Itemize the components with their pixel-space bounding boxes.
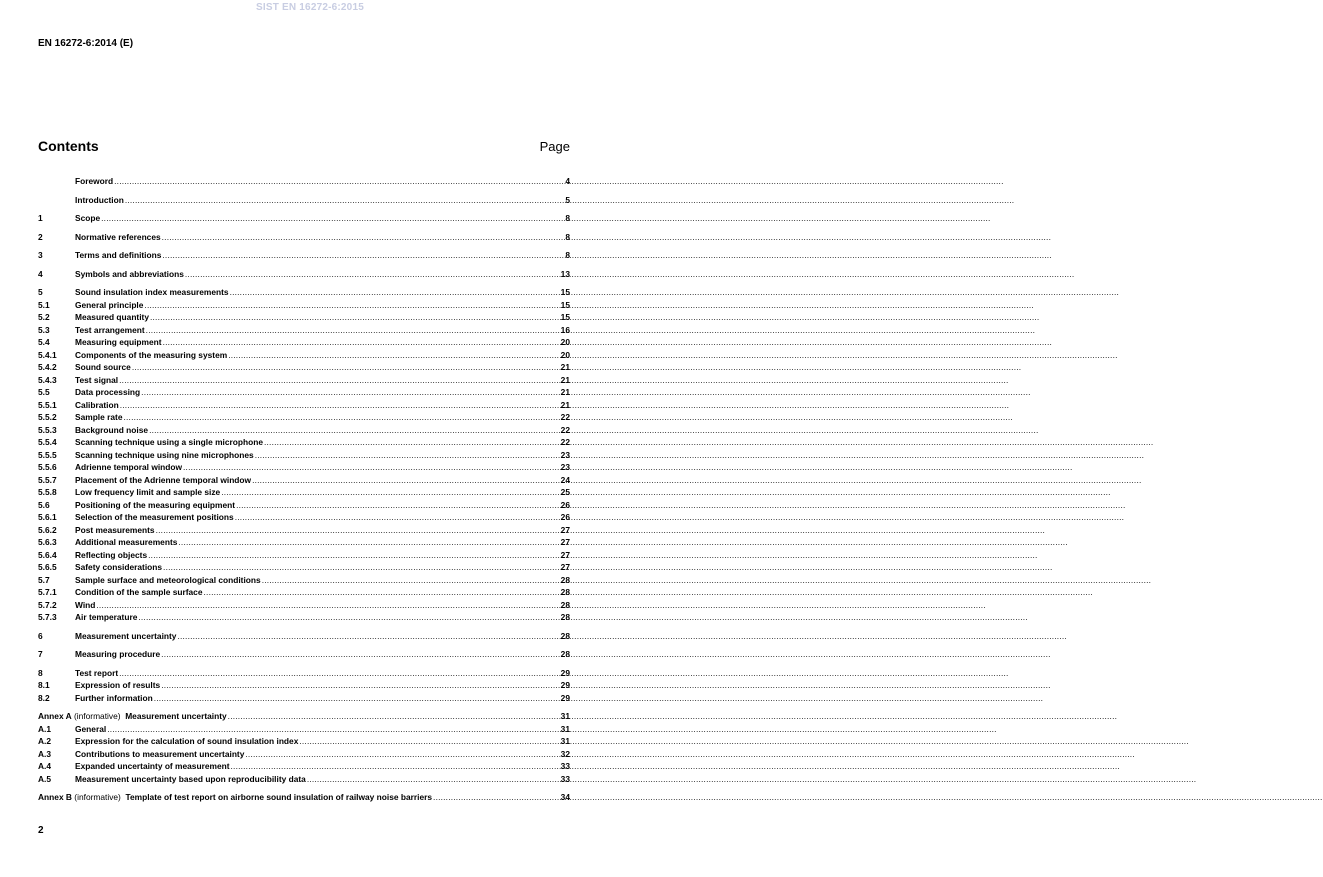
toc-entry-title: Adrienne temporal window bbox=[75, 462, 183, 472]
dot-leader bbox=[138, 612, 559, 622]
toc-entry-page: 29 bbox=[560, 667, 570, 678]
toc-entry-number: 5.6.1 bbox=[38, 512, 57, 522]
toc-entry-number: 3 bbox=[38, 250, 43, 260]
toc-entry[interactable] bbox=[38, 269, 570, 282]
toc-entry-title bbox=[38, 792, 432, 802]
dot-leader bbox=[231, 761, 560, 771]
toc-entry[interactable] bbox=[38, 437, 570, 450]
toc-entry[interactable] bbox=[38, 325, 570, 338]
toc-entry-title: Background noise bbox=[75, 424, 149, 435]
toc-entry-number: 8.1 bbox=[38, 680, 50, 690]
toc-entry-page: 22 bbox=[560, 424, 570, 435]
dot-leader bbox=[163, 562, 560, 572]
toc-entry-title: Data processing bbox=[75, 387, 141, 397]
dot-leader bbox=[162, 232, 565, 242]
toc-entry[interactable] bbox=[38, 462, 570, 475]
toc-entry[interactable] bbox=[38, 425, 570, 438]
toc-entry-page: 34 bbox=[560, 792, 570, 802]
toc-entry[interactable] bbox=[38, 736, 570, 749]
toc-entry[interactable] bbox=[38, 213, 570, 226]
toc-entry-number: 7 bbox=[38, 649, 43, 659]
page-column-label: Page bbox=[539, 139, 570, 154]
dot-leader bbox=[161, 649, 560, 659]
dot-leader bbox=[120, 400, 560, 410]
dot-leader bbox=[299, 736, 559, 746]
page-number: 2 bbox=[38, 825, 44, 836]
toc-entry-title: Measured quantity bbox=[75, 312, 149, 322]
dot-leader bbox=[178, 537, 559, 547]
toc-entry[interactable] bbox=[38, 680, 570, 693]
toc-entry-number: 5.4.1 bbox=[38, 349, 57, 360]
toc-entry-title: Condition of the sample surface bbox=[75, 587, 203, 597]
toc-entry-title: Scanning technique using nine microphones bbox=[75, 449, 254, 460]
annex-title: Measurement uncertainty bbox=[125, 711, 227, 721]
dot-leader bbox=[255, 450, 560, 460]
toc-entry-page: 15 bbox=[560, 299, 570, 310]
toc-entry-title: Test report bbox=[75, 667, 119, 678]
dot-leader bbox=[114, 176, 564, 186]
toc-entry-page: 5 bbox=[565, 194, 570, 205]
dot-leader bbox=[144, 300, 559, 310]
toc-entry-title: Sample rate bbox=[75, 412, 123, 422]
toc-entry[interactable] bbox=[38, 375, 570, 388]
toc-entry[interactable] bbox=[38, 337, 570, 350]
toc-entry[interactable] bbox=[38, 550, 570, 563]
toc-entry-page: 28 bbox=[560, 587, 570, 597]
toc-entry-page: 13 bbox=[560, 268, 570, 279]
toc-entry-page: 27 bbox=[560, 549, 570, 560]
toc-entry-number: 5.5.1 bbox=[38, 399, 57, 410]
toc-entry[interactable] bbox=[38, 668, 570, 681]
toc-entry-page: 21 bbox=[560, 399, 570, 410]
toc-entry-page: 28 bbox=[560, 649, 570, 659]
dot-leader bbox=[230, 287, 560, 297]
toc-entry[interactable] bbox=[38, 250, 570, 263]
toc-entry[interactable] bbox=[38, 525, 570, 538]
toc-entry[interactable] bbox=[38, 512, 570, 525]
toc-entry-title: Introduction bbox=[75, 194, 124, 205]
toc-entry-page: 28 bbox=[560, 612, 570, 622]
dot-leader bbox=[146, 325, 560, 335]
toc-entry-number: 8.2 bbox=[38, 692, 50, 703]
toc-entry-page: 26 bbox=[560, 499, 570, 510]
toc-entry-page: 20 bbox=[560, 337, 570, 347]
dot-leader bbox=[252, 475, 560, 485]
dot-leader bbox=[161, 680, 559, 690]
toc-entry-page: 8 bbox=[565, 231, 570, 242]
toc-entry-page: 23 bbox=[560, 462, 570, 472]
contents-heading: Contents bbox=[38, 138, 99, 154]
dot-leader bbox=[101, 213, 564, 223]
toc-entry[interactable] bbox=[38, 711, 570, 724]
toc-entry-title: Expression for the calculation of sound insulation index bbox=[75, 736, 299, 746]
toc-entry[interactable] bbox=[38, 600, 570, 613]
toc-entry-page: 15 bbox=[560, 287, 570, 297]
dot-leader bbox=[150, 312, 560, 322]
toc-entry-number: 5.5 bbox=[38, 387, 50, 397]
toc-entry-number: 5.1 bbox=[38, 299, 50, 310]
toc-entry-page: 28 bbox=[560, 599, 570, 610]
toc-entry[interactable] bbox=[38, 487, 570, 500]
toc-entry[interactable] bbox=[38, 412, 570, 425]
dot-leader bbox=[125, 195, 564, 205]
toc-entry-title: Measuring procedure bbox=[75, 649, 161, 659]
toc-entry-number: A.4 bbox=[38, 761, 52, 771]
toc-entry-title: Sound insulation index measurements bbox=[75, 287, 229, 297]
dot-leader bbox=[163, 337, 560, 347]
toc-entry-number: 2 bbox=[38, 231, 43, 242]
toc-entry[interactable] bbox=[38, 587, 570, 600]
dot-leader bbox=[132, 362, 560, 372]
toc-entry-title: General bbox=[75, 723, 107, 734]
dot-leader bbox=[141, 387, 560, 397]
toc-entry[interactable] bbox=[38, 792, 570, 805]
toc-entry-number: A.1 bbox=[38, 723, 52, 734]
toc-entry-number: A.2 bbox=[38, 736, 52, 746]
toc-entry[interactable] bbox=[38, 195, 570, 208]
toc-entry-page: 21 bbox=[560, 362, 570, 372]
toc-entry[interactable] bbox=[38, 450, 570, 463]
dot-leader bbox=[107, 724, 559, 734]
toc-entry-number: 5.2 bbox=[38, 312, 50, 322]
toc-entry[interactable] bbox=[38, 300, 570, 313]
toc-entry-title: Contributions to measurement uncertainty bbox=[75, 748, 245, 759]
toc-entry-page: 4 bbox=[565, 176, 570, 186]
toc-entry-title: Expanded uncertainty of measurement bbox=[75, 761, 230, 771]
toc-entry[interactable] bbox=[38, 176, 570, 189]
dot-leader bbox=[307, 774, 560, 784]
toc-entry-number: 5.6.5 bbox=[38, 562, 57, 572]
toc-entry-page: 33 bbox=[560, 761, 570, 771]
toc-entry[interactable] bbox=[38, 562, 570, 575]
toc-entry-number: 5.4 bbox=[38, 337, 50, 347]
toc-entry-title: Measurement uncertainty based upon reproducibility data bbox=[75, 773, 306, 784]
toc-entry-title: Safety considerations bbox=[75, 562, 163, 572]
toc-entry-title: Test arrangement bbox=[75, 324, 145, 335]
dot-leader bbox=[123, 412, 559, 422]
toc-entry-title: Test signal bbox=[75, 374, 119, 385]
toc-entry[interactable] bbox=[38, 387, 570, 400]
toc-entry-number: 5.5.2 bbox=[38, 412, 57, 422]
toc-entry-number: 5.4.2 bbox=[38, 362, 57, 372]
toc-entry-title: Air temperature bbox=[75, 612, 138, 622]
toc-entry[interactable] bbox=[38, 649, 570, 662]
toc-entry-page: 27 bbox=[560, 537, 570, 547]
toc-entry-title bbox=[38, 711, 227, 721]
toc-entry-number: 5.5.4 bbox=[38, 437, 57, 447]
toc-entry[interactable] bbox=[38, 362, 570, 375]
toc-entry-page: 8 bbox=[565, 250, 570, 260]
toc-entry-number: 5 bbox=[38, 287, 43, 297]
toc-entry-number: 5.6 bbox=[38, 499, 50, 510]
dot-leader bbox=[235, 512, 560, 522]
toc-entry-page: 27 bbox=[560, 562, 570, 572]
toc-entry-page: 22 bbox=[560, 437, 570, 447]
toc-entry-page: 21 bbox=[560, 374, 570, 385]
toc-entry[interactable] bbox=[38, 287, 570, 300]
toc-entry-number: 5.5.6 bbox=[38, 462, 57, 472]
dot-leader bbox=[156, 525, 560, 535]
toc-entry-number: 6 bbox=[38, 630, 43, 641]
toc-entry-page: 31 bbox=[560, 711, 570, 721]
toc-entry-page: 29 bbox=[560, 692, 570, 703]
annex-label: Annex B bbox=[38, 792, 72, 802]
toc-entry-title: Foreword bbox=[75, 176, 114, 186]
toc-entry-page: 24 bbox=[560, 474, 570, 485]
toc-entry-number: A.5 bbox=[38, 773, 52, 784]
dot-leader bbox=[236, 500, 560, 510]
toc-entry-page: 28 bbox=[560, 574, 570, 585]
toc-entry-title: Normative references bbox=[75, 231, 161, 242]
dot-leader bbox=[154, 693, 560, 703]
toc-entry-page: 8 bbox=[565, 213, 570, 223]
toc-entry-number: 1 bbox=[38, 213, 43, 223]
toc-entry-page: 29 bbox=[560, 680, 570, 690]
toc-entry-number: 5.6.3 bbox=[38, 537, 57, 547]
toc-entry-number: 5.7 bbox=[38, 574, 50, 585]
dot-leader bbox=[204, 587, 560, 597]
toc-entry-title: Sample surface and meteorological conditions bbox=[75, 574, 261, 585]
toc-entry-title: Calibration bbox=[75, 399, 119, 410]
toc-entry-number: 8 bbox=[38, 667, 43, 678]
dot-leader bbox=[221, 487, 559, 497]
toc-entry-page: 33 bbox=[560, 773, 570, 784]
dot-leader bbox=[119, 668, 560, 678]
toc-entry-page: 16 bbox=[560, 324, 570, 335]
toc-entry[interactable] bbox=[38, 631, 570, 644]
toc-entry-number: 5.5.7 bbox=[38, 474, 57, 485]
dot-leader bbox=[185, 269, 560, 279]
toc-entry-page: 22 bbox=[560, 412, 570, 422]
toc-entry[interactable] bbox=[38, 475, 570, 488]
toc-entry-page: 31 bbox=[560, 736, 570, 746]
dot-leader bbox=[245, 749, 559, 759]
toc-entry-title: Symbols and abbreviations bbox=[75, 268, 184, 279]
dot-leader bbox=[177, 631, 559, 641]
dot-leader bbox=[264, 437, 560, 447]
toc-entry[interactable] bbox=[38, 312, 570, 325]
toc-entry-title: Components of the measuring system bbox=[75, 349, 228, 360]
toc-entry[interactable] bbox=[38, 575, 570, 588]
toc-entry-page: 21 bbox=[560, 387, 570, 397]
dot-leader bbox=[149, 425, 560, 435]
toc-entry[interactable] bbox=[38, 232, 570, 245]
toc-entry-title: Terms and definitions bbox=[75, 250, 162, 260]
toc-entry-title: Reflecting objects bbox=[75, 549, 148, 560]
toc-entry-number: 5.5.3 bbox=[38, 424, 57, 435]
table-of-contents bbox=[38, 176, 570, 805]
toc-entry-number: 5.6.4 bbox=[38, 549, 57, 560]
toc-entry-title: Placement of the Adrienne temporal window bbox=[75, 474, 252, 485]
toc-entry-title: Wind bbox=[75, 599, 96, 610]
toc-entry-title: Positioning of the measuring equipment bbox=[75, 499, 236, 510]
toc-entry[interactable] bbox=[38, 693, 570, 706]
toc-entry-title: Further information bbox=[75, 692, 153, 703]
watermark: SIST EN 16272-6:2015 bbox=[256, 2, 364, 13]
annex-note: (informative) bbox=[71, 711, 126, 721]
toc-entry-number: 5.5.8 bbox=[38, 487, 57, 497]
toc-entry-page: 26 bbox=[560, 512, 570, 522]
toc-entry-page: 25 bbox=[560, 487, 570, 497]
dot-leader bbox=[262, 575, 560, 585]
toc-entry[interactable] bbox=[38, 400, 570, 413]
toc-entry[interactable] bbox=[38, 537, 570, 550]
toc-entry-title: Selection of the measurement positions bbox=[75, 512, 234, 522]
toc-entry-number: A.3 bbox=[38, 748, 52, 759]
toc-entry-number: 5.3 bbox=[38, 324, 50, 335]
document-id: EN 16272-6:2014 (E) bbox=[38, 38, 134, 49]
dot-leader bbox=[96, 600, 559, 610]
toc-entry-page: 31 bbox=[560, 723, 570, 734]
dot-leader bbox=[148, 550, 560, 560]
toc-entry-page: 32 bbox=[560, 748, 570, 759]
toc-entry-page: 27 bbox=[560, 524, 570, 535]
toc-entry-number: 5.6.2 bbox=[38, 524, 57, 535]
toc-entry-title: Expression of results bbox=[75, 680, 161, 690]
toc-entry-number: 5.7.2 bbox=[38, 599, 57, 610]
toc-entry-page: 28 bbox=[560, 630, 570, 641]
dot-leader bbox=[228, 350, 559, 360]
annex-title: Template of test report on airborne sound insulation of railway noise barriers bbox=[125, 792, 433, 802]
toc-entry-title: Sound source bbox=[75, 362, 131, 372]
dot-leader bbox=[228, 711, 560, 721]
dot-leader bbox=[162, 250, 564, 260]
toc-entry-page: 15 bbox=[560, 312, 570, 322]
toc-entry-title: General principle bbox=[75, 299, 144, 310]
toc-entry-number: 5.4.3 bbox=[38, 374, 57, 385]
toc-entry[interactable] bbox=[38, 761, 570, 774]
toc-entry-title: Low frequency limit and sample size bbox=[75, 487, 221, 497]
toc-entry[interactable] bbox=[38, 612, 570, 625]
toc-entry-number: 4 bbox=[38, 268, 43, 279]
toc-entry-title: Measurement uncertainty bbox=[75, 630, 177, 641]
toc-entry-title: Scanning technique using a single microphone bbox=[75, 437, 263, 447]
annex-note: (informative) bbox=[71, 792, 126, 802]
toc-entry-page: 23 bbox=[560, 449, 570, 460]
toc-entry[interactable] bbox=[38, 749, 570, 762]
toc-entry-page: 20 bbox=[560, 349, 570, 360]
annex-label: Annex A bbox=[38, 711, 72, 721]
toc-entry[interactable] bbox=[38, 350, 570, 363]
dot-leader bbox=[433, 792, 560, 802]
toc-entry-number: 5.7.3 bbox=[38, 612, 57, 622]
toc-entry[interactable] bbox=[38, 774, 570, 787]
toc-entry-title: Post measurements bbox=[75, 524, 155, 535]
toc-entry[interactable] bbox=[38, 724, 570, 737]
toc-entry-title: Scope bbox=[75, 213, 101, 223]
toc-entry-title: Additional measurements bbox=[75, 537, 178, 547]
toc-entry[interactable] bbox=[38, 500, 570, 513]
toc-entry-number: 5.7.1 bbox=[38, 587, 57, 597]
dot-leader bbox=[183, 462, 560, 472]
toc-entry-title: Measuring equipment bbox=[75, 337, 162, 347]
dot-leader bbox=[119, 375, 560, 385]
toc-entry-number: 5.5.5 bbox=[38, 449, 57, 460]
